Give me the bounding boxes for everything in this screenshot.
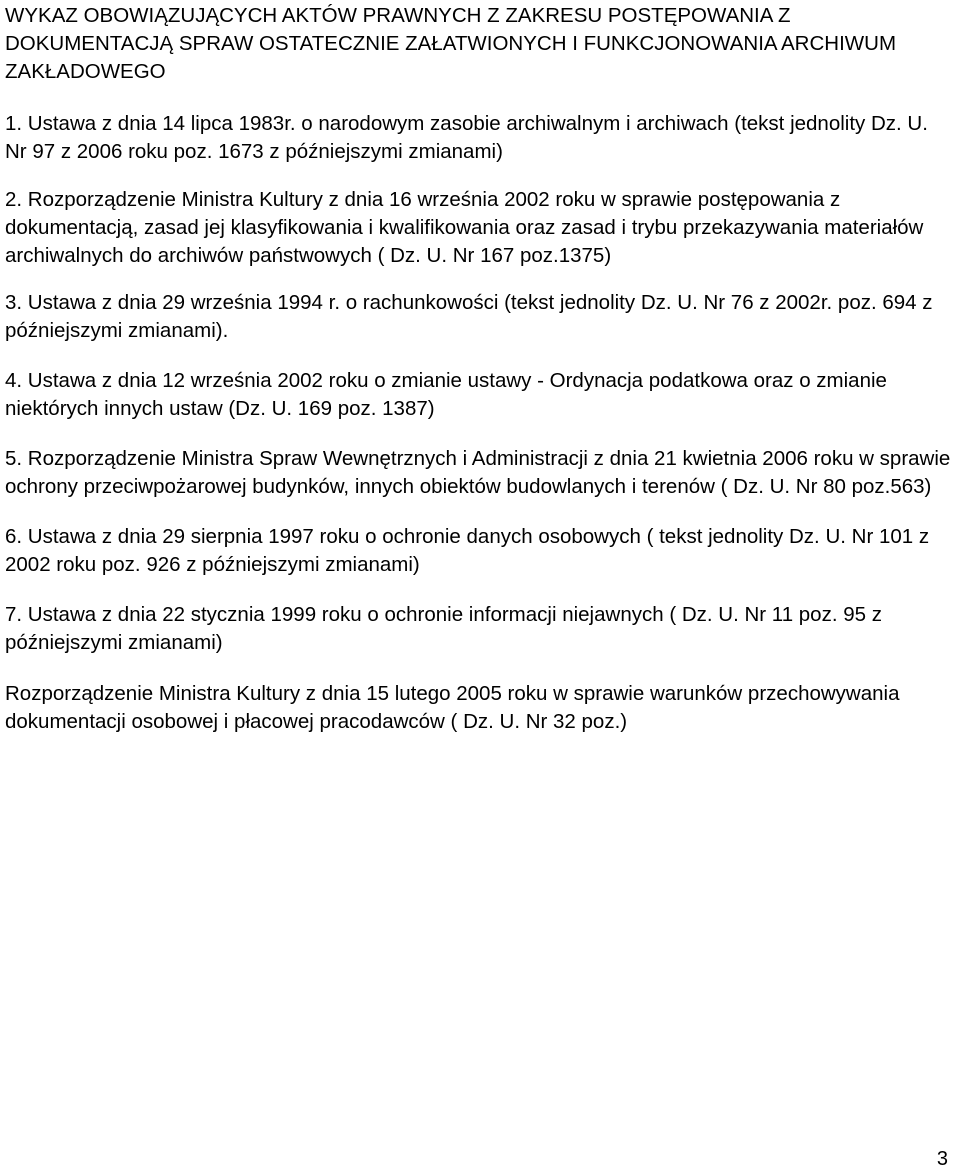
list-item: 4. Ustawa z dnia 12 września 2002 roku o zmianie ustawy - Ordynacja podatkowa oraz o zmianie niektórych innych ustaw (Dz. U. 169 poz. 1387) <box>5 369 887 420</box>
list-item: 3. Ustawa z dnia 29 września 1994 r. o rachunkowości (tekst jednolity Dz. U. Nr 76 z 2002r. poz. 694 z późniejszymi zmianami). <box>5 291 933 342</box>
list-item: 7. Ustawa z dnia 22 stycznia 1999 roku o ochronie informacji niejawnych ( Dz. U. Nr 11 poz. 95 z późniejszymi zmianami) <box>5 603 882 654</box>
list-item: 1. Ustawa z dnia 14 lipca 1983r. o narodowym zasobie archiwalnym i archiwach (tekst jednolity Dz. U. Nr 97 z 2006 roku poz. 1673 z późniejszymi zmianami) <box>5 112 928 163</box>
list-item: 2. Rozporządzenie Ministra Kultury z dnia 16 września 2002 roku w sprawie postępowania z dokumentacją, zasad jej klasyfikowania i kwalifikowania oraz zasad i trybu przekazywania materiałów archiwalnych do archiwów państwowych ( Dz. U. Nr 167 poz.1375) <box>5 188 924 267</box>
page-number: 3 <box>936 1148 948 1170</box>
list-item: Rozporządzenie Ministra Kultury z dnia 15 lutego 2005 roku w sprawie warunków przechowywania dokumentacji osobowej i płacowej pracodawców ( Dz. U. Nr 32 poz.) <box>5 682 900 733</box>
document-title: WYKAZ OBOWIĄZUJĄCYCH AKTÓW PRAWNYCH Z ZAKRESU POSTĘPOWANIA Z DOKUMENTACJĄ SPRAW OSTATECZNIE ZAŁATWIONYCH I FUNKCJONOWANIA ARCHIWUM ZAKŁADOWEGO <box>5 4 897 83</box>
list-item: 6. Ustawa z dnia 29 sierpnia 1997 roku o ochronie danych osobowych ( tekst jednolity Dz. U. Nr 101 z 2002 roku poz. 926 z późniejszymi zmianami) <box>5 525 930 576</box>
document-page <box>5 2 955 736</box>
list-item: 5. Rozporządzenie Ministra Spraw Wewnętrznych i Administracji z dnia 21 kwietnia 2006 roku w sprawie ochrony przeciwpożarowej budynków, innych obiektów budowlanych i terenów ( Dz. U. Nr 80 poz.563) <box>5 447 951 498</box>
